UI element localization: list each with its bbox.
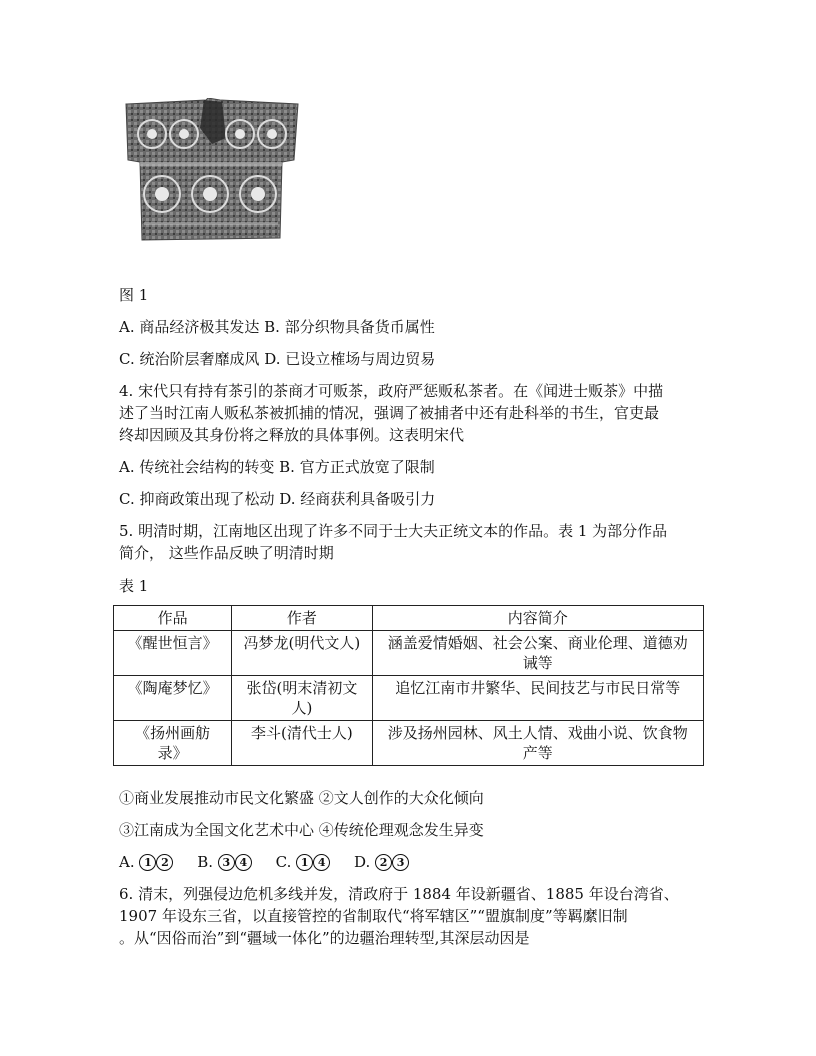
q4-stem-line-2: 述了当时江南人贩私茶被抓捕的情况，强调了被捕者中还有赴科举的书生，官吏最	[119, 404, 660, 422]
figure-caption: 图 1	[119, 286, 149, 304]
table-cell: 《醒世恒言》	[114, 631, 232, 676]
q6-stem-line-3: 。从“因俗而治”到“疆域一体化”的边疆治理转型,其深层动因是	[119, 929, 530, 947]
table-row	[114, 631, 704, 676]
table-cell: 涉及扬州园林、风土人情、戏曲小说、饮食物产等	[372, 721, 703, 766]
option-c: C. 1 4	[276, 853, 331, 871]
q3-options-ab: A. 商品经济极其发达 B. 部分织物具备货币属性	[119, 318, 435, 336]
table-row	[114, 676, 704, 721]
q6-stem-line-2: 1907 年设东三省，以直接管控的省制取代“将军辖区”“盟旗制度”等羁縻旧制	[119, 907, 628, 925]
q4-options-ab: A. 传统社会结构的转变 B. 官方正式放宽了限制	[119, 458, 435, 476]
option-b: B. 3 4	[197, 853, 252, 871]
q4-stem-line-1: 4. 宋代只有持有茶引的茶商才可贩茶，政府严惩贩私茶者。在《闻进士贩茶》中描	[119, 382, 664, 400]
table-cell: 追忆江南市井繁华、民间技艺与市民日常等	[372, 676, 703, 721]
table-title: 表 1	[119, 577, 149, 595]
table-row	[114, 721, 704, 766]
q5-answer-options	[119, 852, 409, 872]
header-cell: 作品	[114, 606, 232, 631]
table-cell: 冯梦龙(明代文人)	[232, 631, 372, 676]
table-header-row	[114, 606, 704, 631]
q5-statements-1: ①商业发展推动市民文化繁盛 ②文人创作的大众化倾向	[119, 789, 484, 807]
table-cell: 张岱(明末清初文人)	[232, 676, 372, 721]
table-cell: 涵盖爱情婚姻、社会公案、商业伦理、道德劝诫等	[372, 631, 703, 676]
q4-stem-line-3: 终却因顾及其身份将之释放的具体事例。这表明宋代	[119, 426, 465, 444]
textile-artifact-image	[122, 98, 300, 242]
table-cell: 《扬州画舫录》	[114, 721, 232, 766]
q5-statements-2: ③江南成为全国文化艺术中心 ④传统伦理观念发生异变	[119, 821, 484, 839]
works-table	[113, 605, 704, 766]
q3-options-cd: C. 统治阶层奢靡成风 D. 已设立榷场与周边贸易	[119, 350, 436, 368]
option-d: D. 2 3	[354, 853, 409, 871]
q5-stem-line-2: 简介， 这些作品反映了明清时期	[119, 544, 334, 562]
q4-options-cd: C. 抑商政策出现了松动 D. 经商获利具备吸引力	[119, 490, 436, 508]
option-a: A. 1 2	[119, 853, 173, 871]
q6-stem-line-1: 6. 清末，列强侵边危机多线并发，清政府于 1884 年设新疆省、1885 年设台湾省、	[119, 885, 679, 903]
header-cell: 内容简介	[372, 606, 703, 631]
q5-stem-line-1: 5. 明清时期，江南地区出现了许多不同于士大夫正统文本的作品。表 1 为部分作品	[119, 522, 668, 540]
table-cell: 李斗(清代士人)	[232, 721, 372, 766]
header-cell: 作者	[232, 606, 372, 631]
table-cell: 《陶庵梦忆》	[114, 676, 232, 721]
